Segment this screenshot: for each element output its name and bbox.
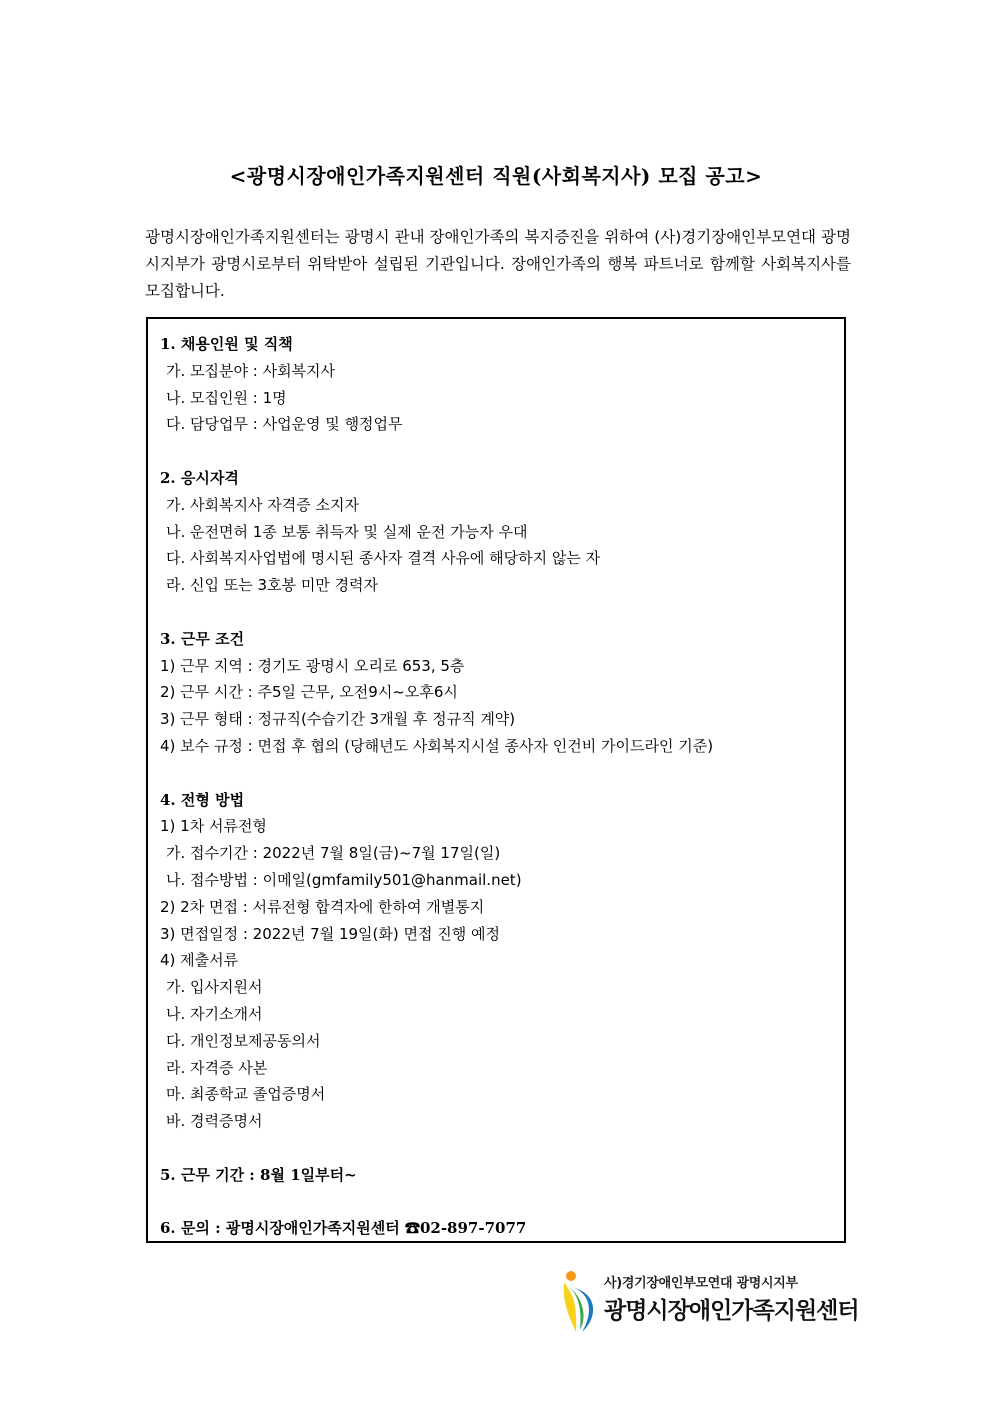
- list-item: 라. 자격증 사본: [166, 1058, 268, 1077]
- contact-heading: 6. 문의 : 광명시장애인가족지원센터 ☎02-897-7077: [160, 1219, 527, 1238]
- list-item: 다. 사회복지사업법에 명시된 종사자 결격 사유에 해당하지 않는 자: [166, 549, 601, 568]
- list-item: 1) 1차 서류전형: [160, 817, 267, 836]
- intro-paragraph: 광명시장애인가족지원센터는 광명시 관내 장애인가족의 복지증진을 위하여 (사)경기장애인부모연대 광명시지부가 광명시로부터 위탁받아 설립된 기관입니다. 장애인가족의 행복 파트너로 함께할 사회복지사를 모집합니다.: [145, 228, 851, 300]
- list-item: 나. 접수방법 : 이메일(gmfamily501@hanmail.net): [166, 870, 522, 889]
- list-item: 가. 입사지원서: [166, 978, 263, 997]
- list-item: 다. 담당업무 : 사업운영 및 행정업무: [166, 415, 403, 434]
- page-title: <광명시장애인가족지원센터 직원(사회복지사) 모집 공고>: [229, 164, 763, 188]
- list-item: 가. 모집분야 : 사회복지사: [166, 361, 336, 380]
- list-item: 가. 접수기간 : 2022년 7월 8일(금)~7월 17일(일): [166, 844, 501, 863]
- organization-logo-icon: [560, 1268, 602, 1334]
- list-item: 2) 2차 면접 : 서류전형 합격자에 한하여 개별통지: [160, 897, 485, 916]
- list-item: 4) 제출서류: [160, 951, 239, 970]
- list-item: 다. 개인정보제공동의서: [166, 1031, 321, 1050]
- list-item: 나. 운전면허 1종 보통 취득자 및 실제 운전 가능자 우대: [166, 522, 528, 541]
- logo-subtitle: 사)경기장애인부모연대 광명시지부: [604, 1276, 798, 1291]
- section-heading: 2. 응시자격: [160, 468, 239, 487]
- notice-box: [146, 317, 846, 1243]
- list-item: 3) 근무 형태 : 정규직(수습기간 3개월 후 정규직 계약): [160, 710, 516, 729]
- list-item: 3) 면접일정 : 2022년 7월 19일(화) 면접 진행 예정: [160, 924, 500, 943]
- section-heading: 1. 채용인원 및 직책: [160, 335, 293, 353]
- list-item: 가. 사회복지사 자격증 소지자: [166, 495, 359, 514]
- notice-content: [160, 331, 834, 1242]
- list-item: 라. 신입 또는 3호봉 미만 경력자: [166, 576, 379, 595]
- list-item: 바. 경력증명서: [166, 1112, 263, 1131]
- list-item: 나. 모집인원 : 1명: [166, 388, 287, 407]
- section-heading: 4. 전형 방법: [160, 790, 245, 809]
- logo-name: 광명시장애인가족지원센터: [604, 1298, 859, 1324]
- list-item: 4) 보수 규정 : 면접 후 협의 (당해년도 사회복지시설 종사자 인건비 가이드라인 기준): [160, 736, 714, 755]
- section-heading: 5. 근무 기간 : 8월 1일부터~: [160, 1165, 357, 1184]
- section-heading: 3. 근무 조건: [160, 629, 245, 648]
- list-item: 나. 자기소개서: [166, 1004, 263, 1023]
- list-item: 마. 최종학교 졸업증명서: [166, 1085, 326, 1104]
- list-item: 2) 근무 시간 : 주5일 근무, 오전9시~오후6시: [160, 683, 458, 702]
- list-item: 1) 근무 지역 : 경기도 광명시 오리로 653, 5층: [160, 656, 465, 675]
- organization-logo: [560, 1268, 859, 1334]
